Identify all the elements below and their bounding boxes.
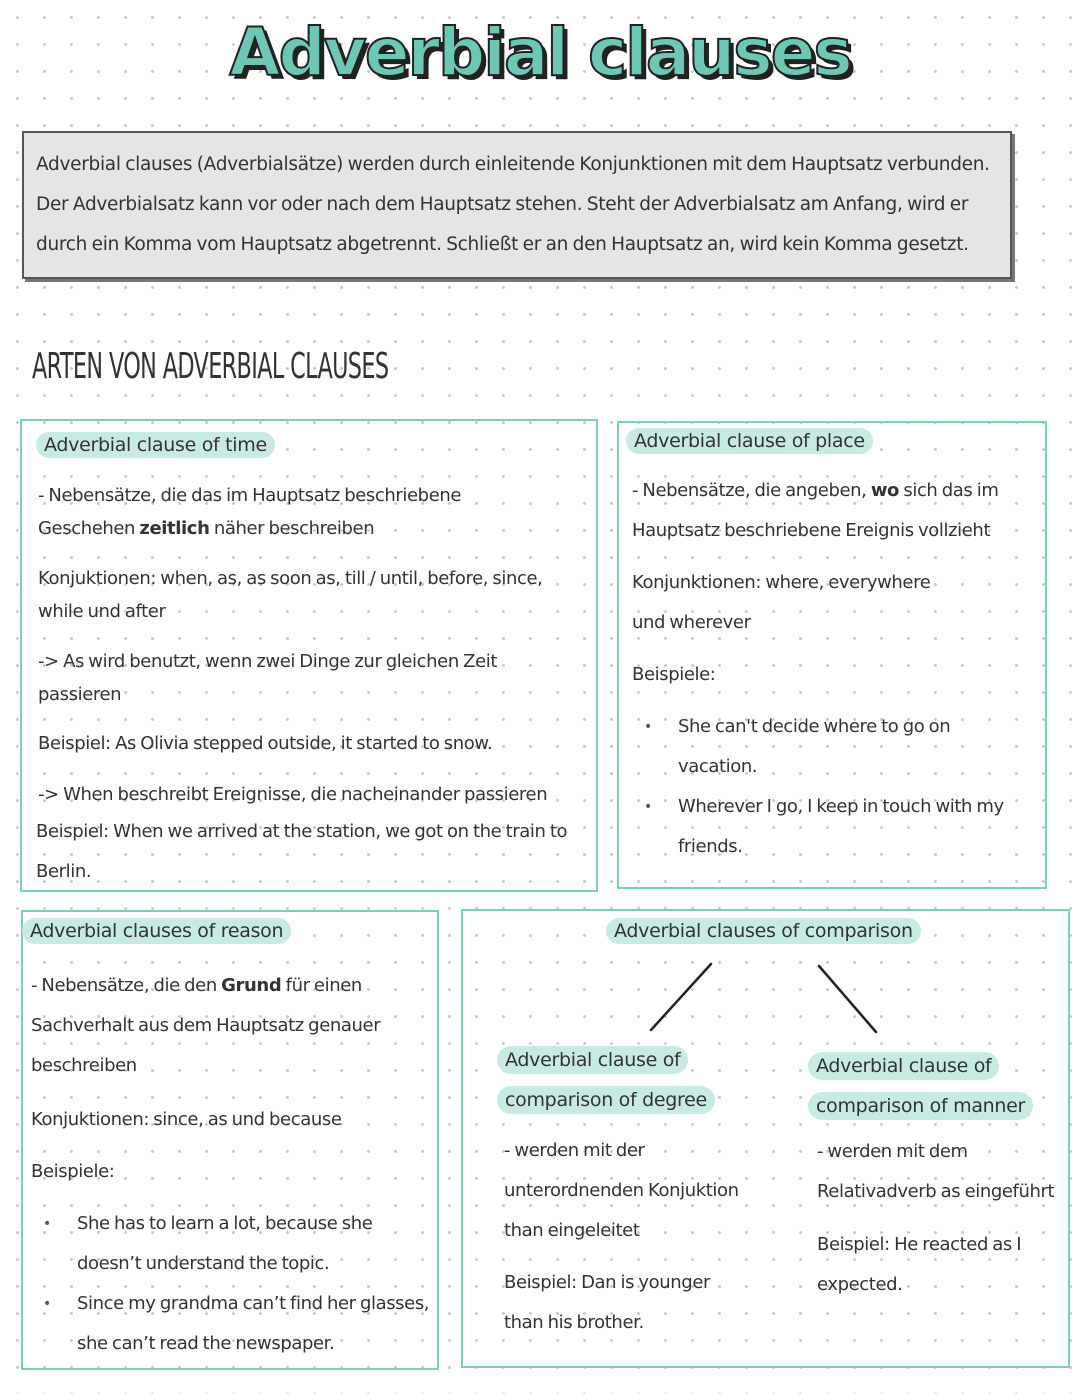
- reason-conjunctions: Konjuktionen: since, as und because: [31, 1109, 342, 1130]
- place-def-pre: - Nebensätze, die angeben,: [632, 480, 867, 501]
- heading-comparison: Adverbial clauses of comparison: [606, 918, 921, 944]
- heading-reason: Adverbial clauses of reason: [22, 918, 291, 944]
- degree-description: - werden mit der unterordnenden Konjuktion than eingeleitet: [504, 1140, 739, 1241]
- heading-place: Adverbial clause of place: [626, 428, 873, 454]
- list-item: • She can't decide where to go on vacation.: [632, 707, 1032, 787]
- time-conjunctions: Konjuktionen: when, as, as soon as, till / until, before, since, while und after: [38, 568, 543, 622]
- time-def-bold: zeitlich: [139, 518, 210, 539]
- branch-line-right: [819, 966, 876, 1032]
- place-def-post: sich das im Hauptsatz beschriebene Ereignis vollzieht: [632, 480, 999, 541]
- time-when-example: Beispiel: When we arrived at the station, we got on the train to Berlin.: [36, 821, 568, 882]
- reason-examples-label: Beispiele:: [31, 1161, 115, 1182]
- list-item: • Since my grandma can’t find her glasses, she can’t read the newspaper.: [31, 1284, 431, 1364]
- time-as-note: -> As wird benutzt, wenn zwei Dinge zur gleichen Zeit passieren: [38, 651, 498, 705]
- reason-def-bold: Grund: [221, 975, 282, 996]
- section-heading: ARTEN VON ADVERBIAL CLAUSES: [32, 346, 389, 387]
- intro-line: Der Adverbialsatz kann vor oder nach dem Hauptsatz stehen. Steht der Adverbialsatz am Anfang, wird er: [36, 194, 969, 215]
- heading-comparison-degree: [497, 1040, 715, 1120]
- place-conjunctions: Konjunktionen: where, everywhere und wherever: [632, 572, 931, 633]
- list-item: • She has to learn a lot, because she doesn’t understand the topic.: [31, 1204, 431, 1284]
- manner-heading-line2: comparison of manner: [808, 1092, 1033, 1120]
- degree-heading-line2: comparison of degree: [497, 1086, 715, 1114]
- manner-example: Beispiel: He reacted as I expected.: [817, 1234, 1022, 1295]
- list-item: • Wherever I go, I keep in touch with my friends.: [632, 787, 1032, 867]
- place-examples-label: Beispiele:: [632, 664, 716, 685]
- time-as-example: Beispiel: As Olivia stepped outside, it started to snow.: [38, 733, 493, 754]
- page-title: Adverbial clauses: [229, 14, 851, 91]
- time-when-note: -> When beschreibt Ereignisse, die nacheinander passieren: [38, 784, 548, 805]
- time-def-pre: - Nebensätze, die das im Hauptsatz beschriebene Geschehen: [38, 485, 462, 539]
- manner-description: - werden mit dem Relativadverb as eingeführt: [817, 1141, 1055, 1202]
- degree-example: Beispiel: Dan is younger than his brother.: [504, 1272, 710, 1333]
- intro-line: Adverbial clauses (Adverbialsätze) werden durch einleitende Konjunktionen mit dem Hauptsatz verbunden.: [36, 154, 990, 175]
- time-def-post: näher beschreiben: [213, 518, 375, 539]
- reason-def-post: für einen Sachverhalt aus dem Hauptsatz genauer beschreiben: [31, 975, 381, 1076]
- reason-def-pre: - Nebensätze, die den: [31, 975, 217, 996]
- heading-time: Adverbial clause of time: [36, 432, 275, 458]
- intro-line: durch ein Komma vom Hauptsatz abgetrennt. Schließt er an den Hauptsatz an, wird kein Komma gesetzt.: [36, 234, 969, 255]
- branch-line-left: [651, 964, 711, 1030]
- place-def-bold: wo: [870, 480, 900, 501]
- degree-heading-line1: Adverbial clause of: [497, 1046, 688, 1074]
- heading-comparison-manner: [808, 1046, 1033, 1126]
- manner-heading-line1: Adverbial clause of: [808, 1052, 999, 1080]
